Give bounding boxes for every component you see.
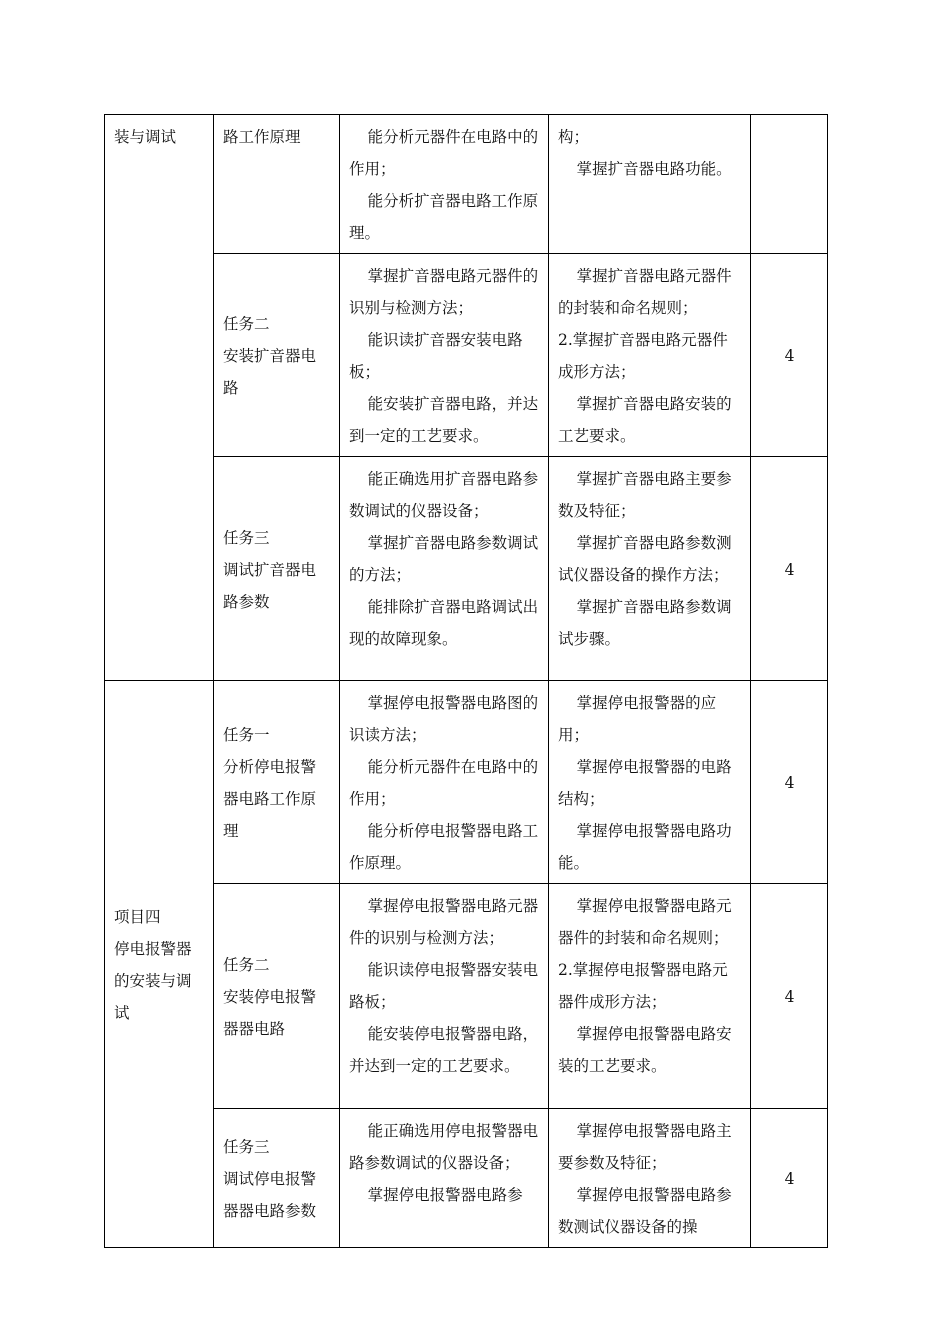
ability-item: 能分析元器件在电路中的作用； xyxy=(349,758,539,808)
task-number: 任务二 xyxy=(223,315,270,333)
task-cell xyxy=(214,115,340,254)
table-row xyxy=(105,681,828,884)
project-name: 的安装与调 xyxy=(114,972,192,990)
task-name: 器器电路参数 xyxy=(223,1202,317,1220)
hours-cell: 4 xyxy=(751,254,828,457)
knowledge-item: 掌握扩音器电路安装的工艺要求。 xyxy=(558,395,732,445)
ability-item: 能排除扩音器电路调试出现的故障现象。 xyxy=(349,598,539,648)
ability-item: 能分析扩音器电路工作原理。 xyxy=(349,192,539,242)
hours-cell: 4 xyxy=(751,457,828,681)
table-row xyxy=(105,457,828,681)
task-cell xyxy=(214,457,340,681)
knowledge-item: 掌握停电报警器电路元器件的封装和命名规则； xyxy=(558,897,732,947)
knowledge-item: 掌握扩音器电路参数测试仪器设备的操作方法； xyxy=(558,534,732,584)
knowledge-item: 掌握停电报警器的电路结构； xyxy=(558,758,732,808)
project-name: 停电报警器 xyxy=(114,940,192,958)
hours-cell: 4 xyxy=(751,681,828,884)
task-name: 路 xyxy=(223,379,239,397)
knowledge-item: 掌握扩音器电路元器件的封装和命名规则； xyxy=(558,267,732,317)
task-name: 安装扩音器电 xyxy=(223,347,317,365)
ability-item: 掌握停电报警器电路元器件的识别与检测方法； xyxy=(349,897,539,947)
task-name: 安装停电报警 xyxy=(223,988,317,1006)
knowledge-item: 掌握扩音器电路功能。 xyxy=(576,160,732,178)
hours-cell: 4 xyxy=(751,1109,828,1248)
ability-item: 掌握扩音器电路元器件的识别与检测方法； xyxy=(349,267,539,317)
knowledge-cell xyxy=(549,115,751,254)
ability-cell xyxy=(340,254,549,457)
knowledge-item: 掌握停电报警器电路安装的工艺要求。 xyxy=(558,1025,732,1075)
task-name: 器器电路 xyxy=(223,1020,286,1038)
knowledge-cell xyxy=(549,254,751,457)
knowledge-cell xyxy=(549,884,751,1109)
ability-item: 能安装扩音器电路，并达到一定的工艺要求。 xyxy=(349,395,539,445)
table-row xyxy=(105,254,828,457)
ability-cell xyxy=(340,115,549,254)
knowledge-cell xyxy=(549,1109,751,1248)
knowledge-item: 2.掌握扩音器电路元器件成形方法； xyxy=(558,331,728,381)
task-cell xyxy=(214,1109,340,1248)
ability-cell xyxy=(340,457,549,681)
knowledge-cell xyxy=(549,457,751,681)
ability-cell xyxy=(340,884,549,1109)
knowledge-item: 掌握扩音器电路主要参数及特征； xyxy=(558,470,732,520)
task-number: 任务三 xyxy=(223,528,270,547)
ability-item: 掌握停电报警器电路参 xyxy=(367,1186,523,1204)
knowledge-item: 掌握停电报警器的应用； xyxy=(558,694,717,744)
knowledge-item: 掌握扩音器电路参数调试步骤。 xyxy=(558,598,732,648)
task-cell xyxy=(214,884,340,1109)
ability-item: 能正确选用扩音器电路参数调试的仪器设备； xyxy=(349,470,539,520)
project-name: 试 xyxy=(114,1004,130,1022)
task-name: 路参数 xyxy=(223,592,270,611)
task-name: 器电路工作原 xyxy=(223,790,317,808)
ability-item: 能安装停电报警器电路，并达到一定的工艺要求。 xyxy=(349,1025,539,1075)
knowledge-item: 2.掌握停电报警器电路元器件成形方法； xyxy=(558,961,728,1011)
project-number: 项目四 xyxy=(114,908,161,926)
ability-cell xyxy=(340,681,549,884)
ability-item: 掌握停电报警器电路图的识读方法； xyxy=(349,694,539,744)
table-row xyxy=(105,115,828,254)
knowledge-item: 掌握停电报警器电路功能。 xyxy=(558,822,732,872)
hours-cell: 4 xyxy=(751,884,828,1109)
task-number: 任务三 xyxy=(223,1138,270,1156)
task-cell xyxy=(214,681,340,884)
task-cell xyxy=(214,254,340,457)
ability-cell xyxy=(340,1109,549,1248)
task-number: 任务二 xyxy=(223,956,270,974)
table-row xyxy=(105,884,828,1109)
curriculum-table xyxy=(104,114,828,1248)
ability-item: 能分析停电报警器电路工作原理。 xyxy=(349,822,539,872)
ability-item: 能分析元器件在电路中的作用； xyxy=(349,128,539,178)
ability-item: 掌握扩音器电路参数调试的方法； xyxy=(349,534,539,584)
task-number: 任务一 xyxy=(223,726,270,744)
knowledge-item: 掌握停电报警器电路参数测试仪器设备的操 xyxy=(558,1186,732,1236)
knowledge-item: 构； xyxy=(558,128,590,146)
task-name: 分析停电报警 xyxy=(223,758,317,776)
table-row xyxy=(105,1109,828,1248)
project-cell xyxy=(105,681,214,1248)
ability-item: 能识读扩音器安装电路板； xyxy=(349,331,523,381)
task-name: 调试扩音器电 xyxy=(223,560,317,579)
ability-item: 能识读停电报警器安装电路板； xyxy=(349,961,539,1011)
task-name: 理 xyxy=(223,822,239,840)
knowledge-cell xyxy=(549,681,751,884)
task-name: 调试停电报警 xyxy=(223,1170,317,1188)
ability-item: 能正确选用停电报警器电路参数调试的仪器设备； xyxy=(349,1122,539,1172)
project-name: 装与调试 xyxy=(114,128,177,146)
project-cell xyxy=(105,115,214,681)
hours-cell xyxy=(751,115,828,254)
task-name: 路工作原理 xyxy=(223,128,301,146)
knowledge-item: 掌握停电报警器电路主要参数及特征； xyxy=(558,1122,732,1172)
